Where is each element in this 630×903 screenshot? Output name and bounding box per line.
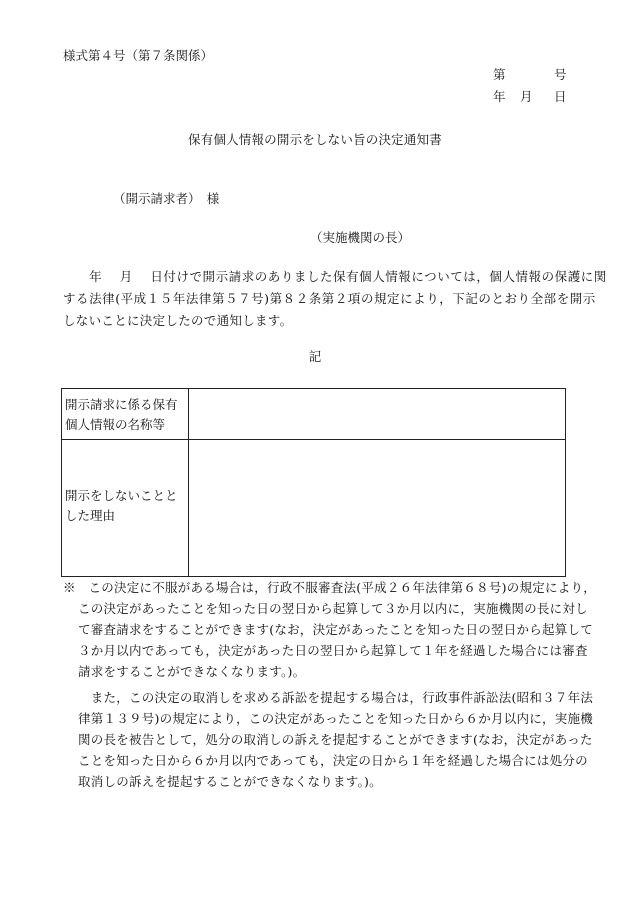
recipient: （開示請求者） 様 bbox=[113, 191, 220, 206]
note-line: 関の長を被告として，処分の取消しの訴えを提起することができます(なお，決定があった bbox=[78, 732, 593, 747]
info-table bbox=[61, 388, 566, 577]
note-line: この決定があったことを知った日の翌日から起算して３か月以内に，実施機関の長に対し bbox=[78, 601, 588, 616]
number-prefix: 第 bbox=[493, 67, 506, 82]
document-title: 保有個人情報の開示をしない旨の決定通知書 bbox=[187, 132, 442, 147]
note-line: ※ この決定に不服がある場合は，行政不服審査法(平成２６年法律第６８号)の規定により， bbox=[63, 580, 597, 595]
form-label: 様式第４号（第７条関係） bbox=[63, 48, 214, 63]
note-line: て審査請求をすることができます(なお，決定があったことを知った日の翌日から起算して bbox=[78, 622, 594, 637]
date-year: 年 bbox=[493, 89, 506, 104]
body-line: する法律(平成１５年法律第５７号)第８２条第２項の規定により，下記のとおり全部を開示 bbox=[63, 291, 596, 306]
note-line: 取消しの訴えを提起することができなくなります。)。 bbox=[78, 774, 382, 789]
body-line: 年 月 日付けで開示請求のありました保有個人情報については，個人情報の保護に関 bbox=[63, 269, 607, 284]
issuer: （実施機関の長） bbox=[310, 230, 411, 245]
number-suffix: 号 bbox=[554, 67, 567, 82]
table-divider-vertical bbox=[188, 389, 189, 576]
ki-mark: 記 bbox=[308, 349, 322, 364]
table-row-label-info-name: 開示請求に係る保有個人情報の名称等 bbox=[65, 397, 178, 432]
table-row-label-reason: 開示をしないこととした理由 bbox=[65, 488, 178, 523]
note-line: また，この決定の取消しを求める訴訟を提起する場合は，行政事件訴訟法(昭和３７年法 bbox=[78, 690, 594, 705]
note-line: 律第１３９号)の規定により，この決定があったことを知った日から６か月以内に，実施機 bbox=[78, 711, 594, 726]
note-line: ことを知った日から６か月以内であっても，決定の日から１年を経過した場合には処分の bbox=[78, 753, 588, 768]
table-divider-horizontal bbox=[62, 439, 565, 440]
note-line: ３か月以内であっても，決定があった日の翌日から起算して１年を経過した場合には審査 bbox=[78, 643, 588, 658]
body-line: しないことに決定したので通知します。 bbox=[63, 313, 293, 328]
note-line: 請求をすることができなくなります。)。 bbox=[78, 664, 306, 679]
date-month: 月 bbox=[520, 89, 533, 104]
date-day: 日 bbox=[554, 89, 567, 104]
